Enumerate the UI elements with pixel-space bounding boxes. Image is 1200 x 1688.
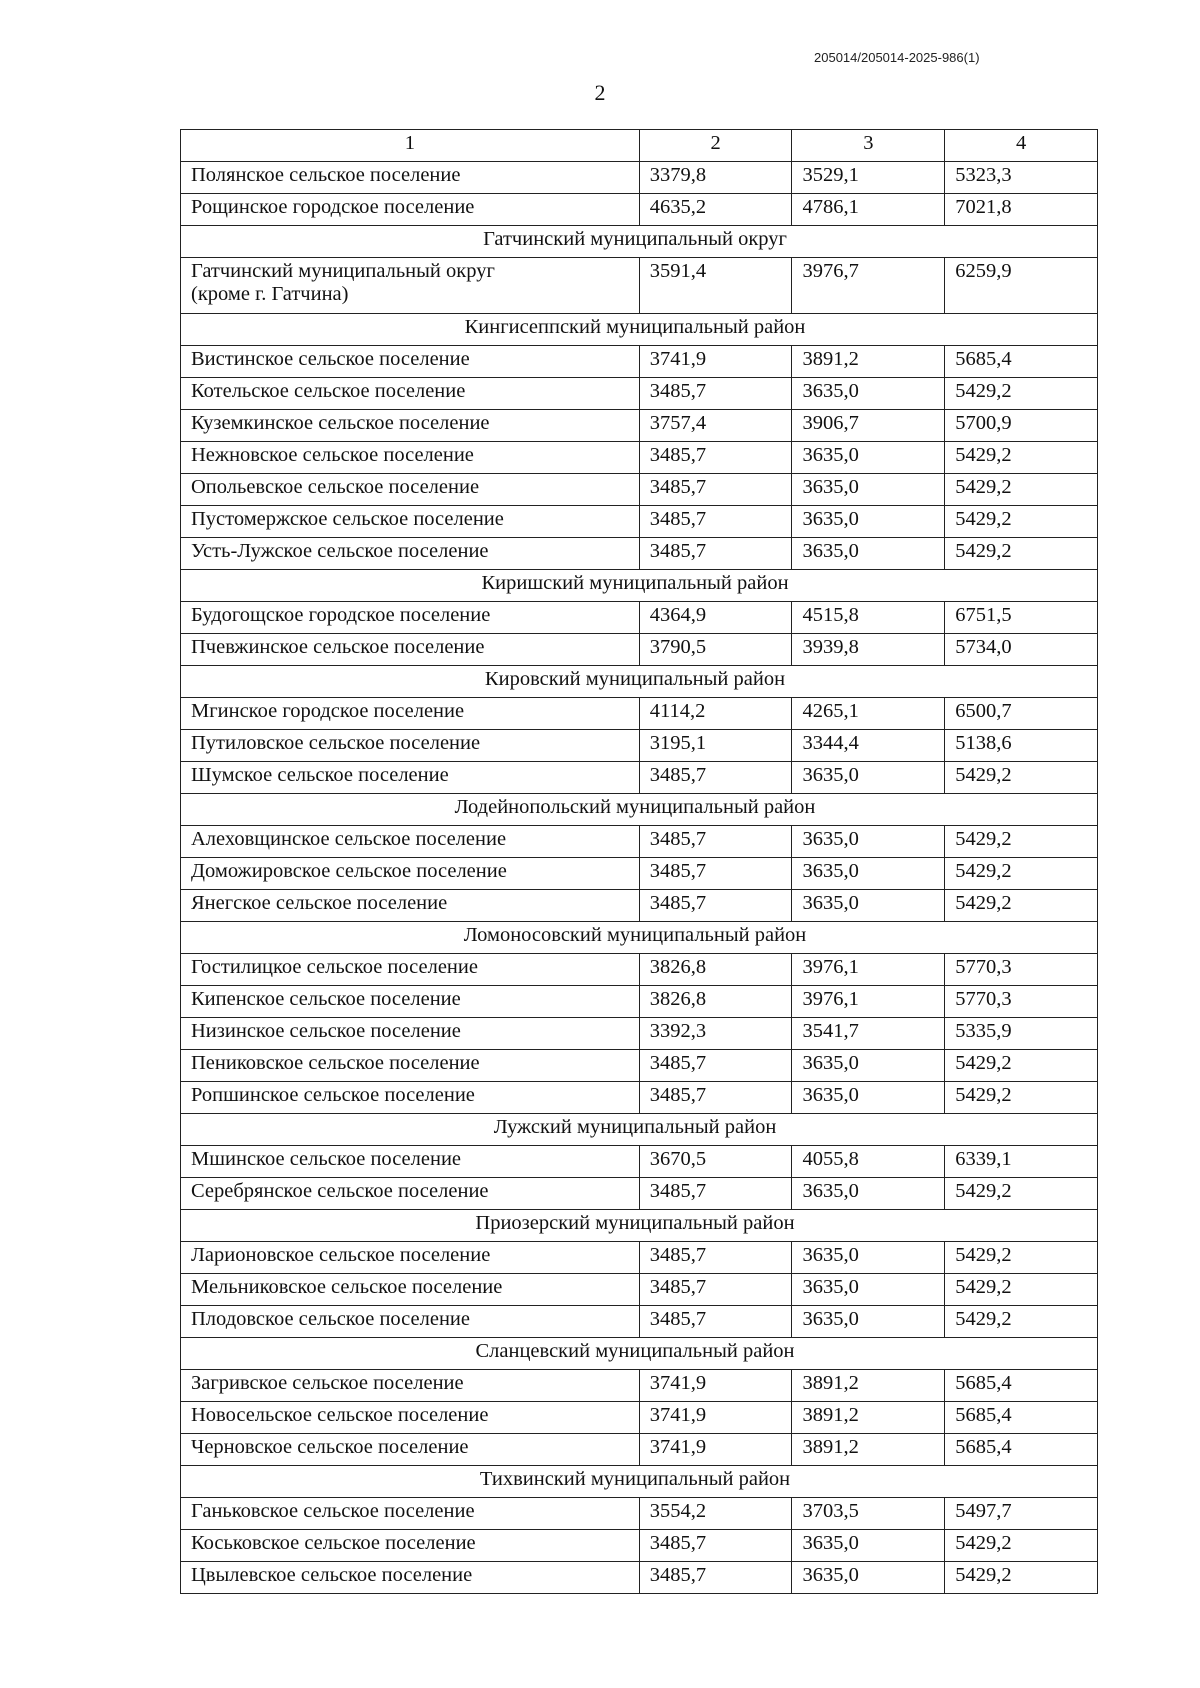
value-col-4: 5770,3 [945, 954, 1098, 986]
settlement-name-cell [181, 378, 640, 410]
value-col-4: 5429,2 [945, 1306, 1098, 1338]
value-col-4: 5685,4 [945, 1402, 1098, 1434]
settlement-name: Мшинское сельское поселение [191, 1148, 462, 1170]
table-row [181, 258, 1098, 314]
settlement-name: Доможировское сельское поселение [191, 860, 507, 882]
value-col-2: 3485,7 [639, 1306, 792, 1338]
value-col-4: 7021,8 [945, 194, 1098, 226]
settlement-name-cell [181, 410, 640, 442]
value-col-4: 5770,3 [945, 986, 1098, 1018]
value-col-4: 5685,4 [945, 1370, 1098, 1402]
settlement-name: Путиловское сельское поселение [191, 732, 481, 754]
settlement-name: Рощинское городское поселение [191, 196, 475, 218]
document-id: 205014/205014-2025-986(1) [814, 50, 980, 65]
value-col-2: 3485,7 [639, 538, 792, 570]
settlement-name-cell [181, 634, 640, 666]
value-col-3: 3541,7 [792, 1018, 945, 1050]
table-row [181, 506, 1098, 538]
value-col-2: 3790,5 [639, 634, 792, 666]
value-col-3: 3635,0 [792, 1050, 945, 1082]
district-title: Гатчинский муниципальный округ [181, 226, 1098, 258]
value-col-2: 3670,5 [639, 1146, 792, 1178]
value-col-2: 3485,7 [639, 1562, 792, 1594]
value-col-3: 4055,8 [792, 1146, 945, 1178]
settlement-name-cell [181, 162, 640, 194]
settlement-name: Мгинское городское поселение [191, 700, 465, 722]
district-title: Лодейнопольский муниципальный район [181, 794, 1098, 826]
district-title: Лужский муниципальный район [181, 1114, 1098, 1146]
table-row [181, 1434, 1098, 1466]
value-col-2: 3485,7 [639, 474, 792, 506]
settlement-name: Кипенское сельское поселение [191, 988, 461, 1010]
header-cell: 2 [639, 130, 792, 162]
settlement-name-cell [181, 698, 640, 730]
settlement-name: Янегское сельское поселение [191, 892, 448, 914]
value-col-2: 3485,7 [639, 442, 792, 474]
district-title: Тихвинский муниципальный район [181, 1466, 1098, 1498]
table-row [181, 602, 1098, 634]
value-col-3: 3906,7 [792, 410, 945, 442]
value-col-4: 5138,6 [945, 730, 1098, 762]
settlement-name-cell [181, 1018, 640, 1050]
table-row [181, 1274, 1098, 1306]
settlement-name-cell [181, 1562, 640, 1594]
value-col-4: 5429,2 [945, 1082, 1098, 1114]
settlement-name-cell [181, 730, 640, 762]
data-table [180, 129, 1098, 1594]
header-cell: 1 [181, 130, 640, 162]
settlement-name: Мельниковское сельское поселение [191, 1276, 503, 1298]
value-col-2: 3485,7 [639, 1050, 792, 1082]
settlement-name: Усть-Лужское сельское поселение [191, 540, 489, 562]
value-col-2: 3485,7 [639, 858, 792, 890]
value-col-4: 5429,2 [945, 890, 1098, 922]
settlement-name-cell [181, 258, 640, 314]
value-col-3: 3976,1 [792, 986, 945, 1018]
value-col-2: 3485,7 [639, 1274, 792, 1306]
settlement-name-cell [181, 954, 640, 986]
settlement-name: Опольевское сельское поселение [191, 476, 480, 498]
table-row [181, 1498, 1098, 1530]
value-col-3: 3635,0 [792, 1082, 945, 1114]
district-header-row [181, 226, 1098, 258]
table-row [181, 858, 1098, 890]
settlement-name-cell [181, 1370, 640, 1402]
value-col-3: 3939,8 [792, 634, 945, 666]
settlement-name: Пениковское сельское поселение [191, 1052, 480, 1074]
settlement-name: Загривское сельское поселение [191, 1372, 464, 1394]
value-col-3: 3976,1 [792, 954, 945, 986]
value-col-4: 6751,5 [945, 602, 1098, 634]
table-row [181, 474, 1098, 506]
district-title: Кировский муниципальный район [181, 666, 1098, 698]
settlement-name-cell [181, 442, 640, 474]
settlement-name-cell [181, 506, 640, 538]
value-col-3: 3635,0 [792, 474, 945, 506]
value-col-2: 3485,7 [639, 1242, 792, 1274]
value-col-4: 5429,2 [945, 858, 1098, 890]
value-col-2: 3485,7 [639, 890, 792, 922]
value-col-3: 4265,1 [792, 698, 945, 730]
value-col-2: 3554,2 [639, 1498, 792, 1530]
district-title: Приозерский муниципальный район [181, 1210, 1098, 1242]
value-col-4: 5734,0 [945, 634, 1098, 666]
settlement-name-cell [181, 1178, 640, 1210]
settlement-name: Ропшинское сельское поселение [191, 1084, 475, 1106]
value-col-3: 3891,2 [792, 346, 945, 378]
value-col-4: 5700,9 [945, 410, 1098, 442]
value-col-2: 3392,3 [639, 1018, 792, 1050]
settlement-name: Пустомержское сельское поселение [191, 508, 504, 530]
value-col-4: 5429,2 [945, 1178, 1098, 1210]
table-row [181, 1018, 1098, 1050]
table-row [181, 442, 1098, 474]
value-col-3: 3635,0 [792, 858, 945, 890]
value-col-3: 3976,7 [792, 258, 945, 314]
value-col-3: 3635,0 [792, 442, 945, 474]
value-col-3: 3635,0 [792, 1562, 945, 1594]
value-col-2: 3826,8 [639, 954, 792, 986]
value-col-2: 3485,7 [639, 1530, 792, 1562]
value-col-2: 3741,9 [639, 1402, 792, 1434]
value-col-2: 3379,8 [639, 162, 792, 194]
table-row [181, 1370, 1098, 1402]
settlement-name-cell [181, 826, 640, 858]
district-header-row [181, 794, 1098, 826]
settlement-name: Нежновское сельское поселение [191, 444, 474, 466]
value-col-4: 5429,2 [945, 538, 1098, 570]
value-col-2: 3591,4 [639, 258, 792, 314]
value-col-3: 4515,8 [792, 602, 945, 634]
settlement-name: Куземкинское сельское поселение [191, 412, 490, 434]
district-header-row [181, 1338, 1098, 1370]
value-col-3: 3635,0 [792, 826, 945, 858]
table-row [181, 762, 1098, 794]
settlement-name: Алеховщинское сельское поселение [191, 828, 507, 850]
settlement-name: Будогощское городское поселение [191, 604, 491, 626]
value-col-2: 3741,9 [639, 346, 792, 378]
district-header-row [181, 666, 1098, 698]
settlement-name: Гатчинский муниципальный округ [191, 260, 495, 282]
table-row [181, 1530, 1098, 1562]
value-col-4: 5497,7 [945, 1498, 1098, 1530]
value-col-4: 5429,2 [945, 474, 1098, 506]
settlement-name-cell [181, 1274, 640, 1306]
settlement-name: Коськовское сельское поселение [191, 1532, 476, 1554]
district-title: Ломоносовский муниципальный район [181, 922, 1098, 954]
settlement-name-cell [181, 1402, 640, 1434]
district-header-row [181, 1466, 1098, 1498]
value-col-3: 3635,0 [792, 538, 945, 570]
settlement-name: Плодовское сельское поселение [191, 1308, 470, 1330]
value-col-4: 5429,2 [945, 826, 1098, 858]
value-col-4: 5429,2 [945, 1050, 1098, 1082]
table-row [181, 1242, 1098, 1274]
settlement-name: Вистинское сельское поселение [191, 348, 470, 370]
value-col-2: 4364,9 [639, 602, 792, 634]
table-row [181, 1146, 1098, 1178]
value-col-4: 6500,7 [945, 698, 1098, 730]
value-col-3: 3529,1 [792, 162, 945, 194]
value-col-3: 3635,0 [792, 890, 945, 922]
header-cell: 4 [945, 130, 1098, 162]
value-col-4: 6339,1 [945, 1146, 1098, 1178]
settlement-name-cell [181, 890, 640, 922]
table-row [181, 986, 1098, 1018]
settlement-name: Ларионовское сельское поселение [191, 1244, 491, 1266]
value-col-4: 5685,4 [945, 346, 1098, 378]
settlement-name: Пчевжинское сельское поселение [191, 636, 485, 658]
settlement-name: Цвылевское сельское поселение [191, 1564, 473, 1586]
value-col-2: 4635,2 [639, 194, 792, 226]
header-cell: 3 [792, 130, 945, 162]
value-col-4: 6259,9 [945, 258, 1098, 314]
settlement-name-cell [181, 1306, 640, 1338]
settlement-name-cell [181, 602, 640, 634]
value-col-4: 5323,3 [945, 162, 1098, 194]
table-row [181, 194, 1098, 226]
settlement-name-cell [181, 194, 640, 226]
table-row [181, 730, 1098, 762]
value-col-4: 5429,2 [945, 762, 1098, 794]
table-row [181, 378, 1098, 410]
value-col-2: 3485,7 [639, 762, 792, 794]
value-col-4: 5429,2 [945, 506, 1098, 538]
value-col-4: 5335,9 [945, 1018, 1098, 1050]
district-title: Кингисеппский муниципальный район [181, 314, 1098, 346]
value-col-2: 3826,8 [639, 986, 792, 1018]
settlement-name: Низинское сельское поселение [191, 1020, 461, 1042]
value-col-3: 3635,0 [792, 1242, 945, 1274]
settlement-name: Ганьковское сельское поселение [191, 1500, 475, 1522]
table-row [181, 698, 1098, 730]
value-col-4: 5685,4 [945, 1434, 1098, 1466]
settlement-name: Черновское сельское поселение [191, 1436, 469, 1458]
district-header-row [181, 570, 1098, 602]
table-header-row [181, 130, 1098, 162]
settlement-name-cell [181, 538, 640, 570]
district-header-row [181, 1114, 1098, 1146]
settlement-name-cell [181, 1530, 640, 1562]
value-col-4: 5429,2 [945, 1242, 1098, 1274]
settlement-name-cell [181, 1498, 640, 1530]
settlement-name: Гостилицкое сельское поселение [191, 956, 478, 978]
value-col-3: 3891,2 [792, 1402, 945, 1434]
table-row [181, 1178, 1098, 1210]
value-col-2: 3485,7 [639, 826, 792, 858]
settlement-name: Котельское сельское поселение [191, 380, 466, 402]
table-row [181, 890, 1098, 922]
settlement-name-cell [181, 1050, 640, 1082]
settlement-name: Полянское сельское поселение [191, 164, 461, 186]
table-row [181, 634, 1098, 666]
table-row [181, 346, 1098, 378]
value-col-4: 5429,2 [945, 378, 1098, 410]
table-row [181, 1402, 1098, 1434]
table-row [181, 538, 1098, 570]
value-col-3: 3344,4 [792, 730, 945, 762]
value-col-3: 3891,2 [792, 1434, 945, 1466]
table-row [181, 1306, 1098, 1338]
settlement-name-cell [181, 1082, 640, 1114]
settlement-name-cell [181, 1242, 640, 1274]
district-header-row [181, 922, 1098, 954]
value-col-2: 3485,7 [639, 378, 792, 410]
settlement-name-cell [181, 858, 640, 890]
value-col-2: 3485,7 [639, 506, 792, 538]
value-col-4: 5429,2 [945, 1274, 1098, 1306]
settlement-name-cell [181, 1146, 640, 1178]
value-col-2: 4114,2 [639, 698, 792, 730]
table-row [181, 1050, 1098, 1082]
value-col-3: 3635,0 [792, 1530, 945, 1562]
settlement-name-cell [181, 346, 640, 378]
value-col-4: 5429,2 [945, 1562, 1098, 1594]
value-col-4: 5429,2 [945, 442, 1098, 474]
district-title: Киришский муниципальный район [181, 570, 1098, 602]
district-title: Сланцевский муниципальный район [181, 1338, 1098, 1370]
settlement-name: Шумское сельское поселение [191, 764, 449, 786]
table-row [181, 162, 1098, 194]
value-col-3: 4786,1 [792, 194, 945, 226]
settlement-name-cell [181, 986, 640, 1018]
value-col-3: 3635,0 [792, 506, 945, 538]
table-row [181, 1562, 1098, 1594]
value-col-3: 3635,0 [792, 378, 945, 410]
district-header-row [181, 314, 1098, 346]
value-col-3: 3703,5 [792, 1498, 945, 1530]
settlement-name: Новосельское сельское поселение [191, 1404, 489, 1426]
value-col-2: 3757,4 [639, 410, 792, 442]
value-col-3: 3635,0 [792, 1178, 945, 1210]
value-col-3: 3635,0 [792, 1306, 945, 1338]
district-header-row [181, 1210, 1098, 1242]
value-col-2: 3485,7 [639, 1082, 792, 1114]
page-number: 2 [594, 80, 606, 105]
settlement-name-cell [181, 474, 640, 506]
table-row [181, 410, 1098, 442]
table-row [181, 1082, 1098, 1114]
settlement-name-cell [181, 1434, 640, 1466]
settlement-name-note: (кроме г. Гатчина) [191, 282, 349, 305]
value-col-2: 3741,9 [639, 1434, 792, 1466]
value-col-3: 3635,0 [792, 762, 945, 794]
value-col-3: 3891,2 [792, 1370, 945, 1402]
settlement-name-cell [181, 762, 640, 794]
value-col-4: 5429,2 [945, 1530, 1098, 1562]
table-row [181, 954, 1098, 986]
table-row [181, 826, 1098, 858]
value-col-2: 3485,7 [639, 1178, 792, 1210]
settlement-name: Серебрянское сельское поселение [191, 1180, 489, 1202]
value-col-3: 3635,0 [792, 1274, 945, 1306]
value-col-2: 3741,9 [639, 1370, 792, 1402]
value-col-2: 3195,1 [639, 730, 792, 762]
